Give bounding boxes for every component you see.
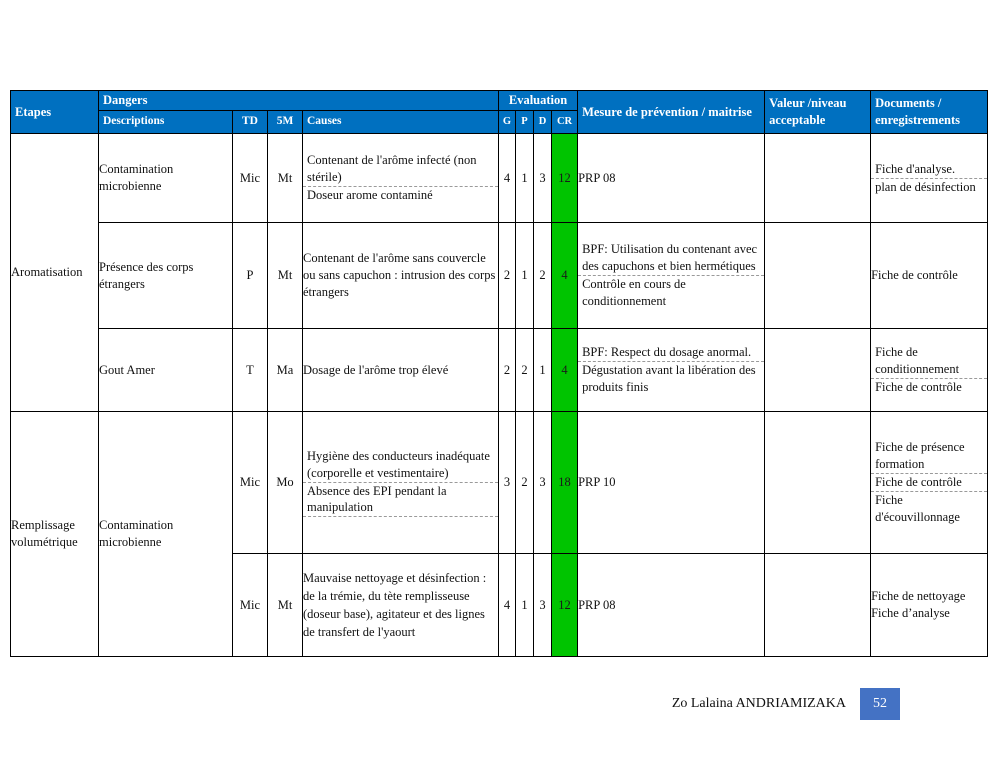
td-cell: T xyxy=(233,329,268,412)
description-cell: Contamination microbienne xyxy=(99,134,233,223)
mesure-cell xyxy=(578,223,765,329)
d-cell: 1 xyxy=(534,329,552,412)
header-dangers: Dangers xyxy=(99,91,499,111)
description-cell: Présence des corps étrangers xyxy=(99,223,233,329)
p-cell: 1 xyxy=(516,134,534,223)
header-td: TD xyxy=(233,111,268,134)
d-cell: 3 xyxy=(534,134,552,223)
valeur-cell xyxy=(765,554,871,657)
mesure-cell: PRP 08 xyxy=(578,134,765,223)
td-cell: Mic xyxy=(233,554,268,657)
mesure-item: Contrôle en cours de conditionnement xyxy=(578,275,764,310)
td-cell: Mic xyxy=(233,412,268,554)
d-cell: 3 xyxy=(534,554,552,657)
cr-cell: 4 xyxy=(552,223,578,329)
td-cell: Mic xyxy=(233,134,268,223)
description-cell: Gout Amer xyxy=(99,329,233,412)
header-etapes: Etapes xyxy=(11,91,99,134)
valeur-cell xyxy=(765,329,871,412)
page-number: 52 xyxy=(860,688,900,720)
header-p: P xyxy=(516,111,534,134)
document-item: plan de désinfection xyxy=(871,178,987,196)
fivem-cell: Mt xyxy=(268,554,303,657)
table-row xyxy=(11,412,988,554)
document-item: Fiche de présence formation xyxy=(875,440,965,472)
etape-cell: Aromatisation xyxy=(11,134,99,412)
documents-cell xyxy=(871,134,988,223)
valeur-cell xyxy=(765,223,871,329)
fivem-cell: Mt xyxy=(268,223,303,329)
etape-cell: Remplissage volumétrique xyxy=(11,412,99,657)
mesure-item: BPF: Respect du dosage anormal. xyxy=(582,345,752,360)
mesure-item: Dégustation avant la libération des produits finis xyxy=(578,361,764,396)
table-row xyxy=(11,223,988,329)
haccp-table xyxy=(10,90,988,657)
table-row xyxy=(11,134,988,223)
g-cell: 4 xyxy=(499,554,516,657)
g-cell: 2 xyxy=(499,223,516,329)
document-item: Fiche d'analyse. xyxy=(875,161,956,176)
p-cell: 2 xyxy=(516,412,534,554)
document-item: Fiche de conditionnement xyxy=(875,345,960,377)
cr-cell: 12 xyxy=(552,554,578,657)
document-item: Fiche de contrôle xyxy=(871,378,987,396)
header-valeur: Valeur /niveau acceptable xyxy=(765,91,871,134)
fivem-cell: Mo xyxy=(268,412,303,554)
document-item: Fiche de contrôle xyxy=(871,473,987,491)
header-evaluation: Evaluation xyxy=(499,91,578,111)
mesure-cell xyxy=(578,329,765,412)
fivem-cell: Ma xyxy=(268,329,303,412)
p-cell: 2 xyxy=(516,329,534,412)
p-cell: 1 xyxy=(516,554,534,657)
document-item: Fiche d'écouvillonnage xyxy=(871,491,987,526)
d-cell: 2 xyxy=(534,223,552,329)
cause-item: Contenant de l'arôme infecté (non stérile) xyxy=(307,153,477,185)
footer-author: Zo Lalaina ANDRIAMIZAKA xyxy=(671,696,846,711)
valeur-cell xyxy=(765,412,871,554)
header-descriptions: Descriptions xyxy=(99,111,233,134)
header-5m: 5M xyxy=(268,111,303,134)
documents-cell: Fiche de contrôle xyxy=(871,223,988,329)
table-row xyxy=(11,329,988,412)
cause-item xyxy=(303,516,498,517)
causes-cell xyxy=(303,412,499,554)
cause-item: Hygiène des conducteurs inadéquate (corporelle et vestimentaire) xyxy=(307,448,490,480)
causes-cell: Dosage de l'arôme trop élevé xyxy=(303,329,499,412)
td-cell: P xyxy=(233,223,268,329)
valeur-cell xyxy=(765,134,871,223)
description-cell: Contamination microbienne xyxy=(99,412,233,657)
documents-cell xyxy=(871,329,988,412)
cr-cell: 12 xyxy=(552,134,578,223)
cause-item: Absence des EPI pendant la manipulation xyxy=(303,482,498,517)
header-cr: CR xyxy=(552,111,578,134)
mesure-cell: PRP 10 xyxy=(578,412,765,554)
g-cell: 2 xyxy=(499,329,516,412)
documents-cell: Fiche de nettoyage Fiche d’analyse xyxy=(871,554,988,657)
header-g: G xyxy=(499,111,516,134)
header-documents: Documents / enregistrements xyxy=(871,91,988,134)
causes-cell: Mauvaise nettoyage et désinfection : de la trémie, du tète remplisseuse (doseur base), agitateur et des lignes de transfert de l'yaourt xyxy=(303,554,499,657)
causes-cell: Contenant de l'arôme sans couvercle ou sans capuchon : intrusion des corps étrangers xyxy=(303,223,499,329)
header-causes: Causes xyxy=(303,111,499,134)
g-cell: 3 xyxy=(499,412,516,554)
g-cell: 4 xyxy=(499,134,516,223)
d-cell: 3 xyxy=(534,412,552,554)
mesure-item: BPF: Utilisation du contenant avec des capuchons et bien hermétiques xyxy=(582,242,758,274)
header-d: D xyxy=(534,111,552,134)
p-cell: 1 xyxy=(516,223,534,329)
fivem-cell: Mt xyxy=(268,134,303,223)
cause-item: Doseur arome contaminé xyxy=(303,186,498,204)
cr-cell: 4 xyxy=(552,329,578,412)
mesure-cell: PRP 08 xyxy=(578,554,765,657)
cr-cell: 18 xyxy=(552,412,578,554)
causes-cell xyxy=(303,134,499,223)
header-mesure: Mesure de prévention / maitrise xyxy=(578,91,765,134)
documents-cell xyxy=(871,412,988,554)
